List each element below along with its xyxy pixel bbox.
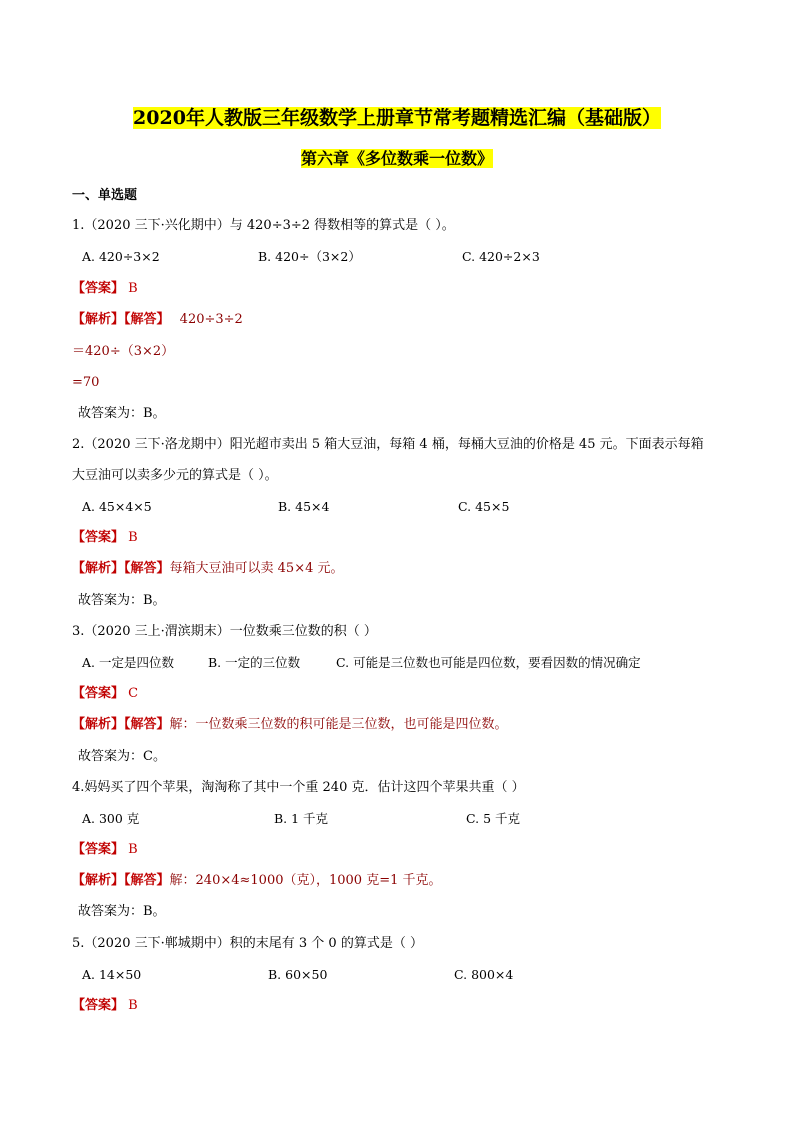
solution-text: 解：一位数乘三位数的积可能是三位数，也可能是四位数。 [169, 717, 508, 732]
analysis-label: 【解析】 [72, 717, 125, 732]
question-1-solution-line-2: ＝420÷（3×2） [72, 344, 175, 359]
answer-label: 【答案】 [72, 686, 125, 701]
document-title [0, 106, 794, 130]
solution-label: 【解答】 [124, 873, 170, 888]
question-1-stem: 1.（2020 三下·兴化期中）与 420÷3÷2 得数相等的算式是（ ）。 [72, 218, 455, 233]
question-1-solution-line-3: =70 [72, 375, 100, 390]
question-5-stem: 5.（2020 三下·郸城期中）积的末尾有 3 个 0 的算式是（ ） [72, 936, 423, 951]
answer-value: B [128, 281, 138, 296]
question-1-option-b: B. 420÷（3×2） [258, 249, 361, 264]
question-1-answer [72, 280, 138, 298]
question-4-option-b: B. 1 千克 [274, 811, 329, 826]
question-3-stem: 3.（2020 三上·渭滨期末）一位数乘三位数的积（ ） [72, 624, 377, 639]
chapter-subtitle-text: 第六章《多位数乘一位数》 [300, 149, 493, 168]
question-2-stem: 2.（2020 三下·洛龙期中）阳光超市卖出 5 箱大豆油，每箱 4 桶，每桶大豆油的价格是 45 元。下面表示每箱 [72, 437, 704, 452]
solution-label: 【解答】 [124, 561, 170, 576]
question-5-answer [72, 997, 138, 1015]
question-2-option-c: C. 45×5 [458, 499, 510, 514]
chapter-subtitle [0, 148, 794, 170]
question-1-conclusion: 故答案为：B。 [78, 406, 166, 421]
analysis-label: 【解析】 [72, 312, 125, 327]
question-2-conclusion: 故答案为：B。 [78, 593, 166, 608]
question-3-option-b: B. 一定的三位数 [208, 655, 301, 670]
question-2-answer [72, 529, 138, 547]
question-3-conclusion: 故答案为：C。 [78, 749, 166, 764]
question-5-option-c: C. 800×4 [454, 967, 514, 982]
answer-value: B [128, 998, 138, 1013]
title-year: 2020 [133, 107, 186, 129]
question-3-analysis [72, 716, 508, 734]
answer-label: 【答案】 [72, 530, 125, 545]
question-4-option-c: C. 5 千克 [466, 811, 520, 826]
question-1-analysis [72, 311, 243, 329]
question-4-option-a: A. 300 克 [82, 811, 140, 826]
question-2-option-a: A. 45×4×5 [82, 499, 152, 514]
question-5-option-b: B. 60×50 [268, 967, 328, 982]
question-2-analysis [72, 560, 344, 578]
answer-label: 【答案】 [72, 998, 125, 1013]
question-2-option-b: B. 45×4 [278, 499, 330, 514]
question-4-conclusion: 故答案为：B。 [78, 904, 166, 919]
answer-value: B [128, 842, 138, 857]
question-4-analysis [72, 872, 442, 890]
solution-line: 420÷3÷2 [179, 312, 243, 327]
solution-text: 解：240×4≈1000（克），1000 克=1 千克。 [169, 873, 442, 888]
question-5-option-a: A. 14×50 [82, 967, 142, 982]
question-4-stem: 4.妈妈买了四个苹果，淘淘称了其中一个重 240 克．估计这四个苹果共重（ ） [72, 780, 525, 795]
analysis-label: 【解析】 [72, 561, 125, 576]
question-3-answer [72, 685, 138, 703]
answer-label: 【答案】 [72, 842, 125, 857]
question-3-option-c: C. 可能是三位数也可能是四位数，要看因数的情况确定 [336, 655, 641, 670]
question-1-option-a: A. 420÷3×2 [82, 249, 160, 264]
answer-label: 【答案】 [72, 281, 125, 296]
answer-value: B [128, 530, 138, 545]
question-3-option-a: A. 一定是四位数 [82, 655, 174, 670]
solution-label: 【解答】 [124, 717, 170, 732]
solution-label: 【解答】 [124, 312, 170, 327]
title-text: 年人教版三年级数学上册章节常考题精选汇编（基础版） [185, 107, 661, 129]
question-4-answer [72, 841, 138, 859]
analysis-label: 【解析】 [72, 873, 125, 888]
answer-value: C [128, 686, 139, 701]
section-heading: 一、单选题 [72, 188, 138, 203]
solution-text: 每箱大豆油可以卖 45×4 元。 [169, 561, 344, 576]
question-2-stem-cont: 大豆油可以卖多少元的算式是（ ）。 [72, 468, 278, 483]
question-1-option-c: C. 420÷2×3 [462, 249, 540, 264]
